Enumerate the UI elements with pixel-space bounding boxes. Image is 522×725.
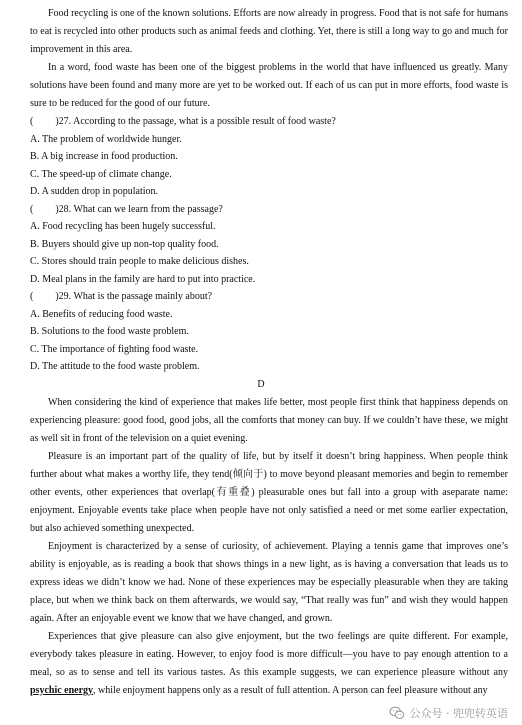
question-28-stem: )28. What can we learn from the passage? xyxy=(55,203,223,215)
watermark-text: 公众号 · 兜兜转英语 xyxy=(409,707,508,720)
passage-c-paragraph-2: In a word, food waste has been one of the biggest problems in the world that have influenced us greatly. Many solutions have been found and many more are yet to be worked out. If each of us can put in more efforts, food waste is sure to be reduced for the good of our future. xyxy=(30,62,508,109)
question-28-paren: ( xyxy=(30,203,34,215)
passage-d-paragraph-4-end: , while enjoyment happens only as a result of full attention. A person can feel pleasure without any xyxy=(93,684,488,696)
watermark xyxy=(389,705,509,721)
passage-d-paragraph-2: Pleasure is an important part of the quality of life, but by itself it doesn’t bring happiness. When people think further about what makes a worthy life, they tend(倾向于) to move beyond pleasant memories and begin to remember other events, other experiences that overlap(有重叠) pleasurable ones but fall into a group with aseparate name: enjoyment. Enjoyable events take place when people have not only satisfied a need or met some earlier expectation, but also achieved something unexpected. xyxy=(30,450,508,534)
question-28-option-c: C. Stores should train people to make delicious dishes. xyxy=(30,256,249,267)
question-29-option-b: B. Solutions to the food waste problem. xyxy=(30,326,189,337)
question-27-option-b: B. A big increase in food production. xyxy=(30,151,178,162)
question-27-stem: )27. According to the passage, what is a possible result of food waste? xyxy=(55,116,336,127)
question-29-option-d: D. The attitude to the food waste problem. xyxy=(30,361,200,372)
wechat-icon xyxy=(389,705,405,721)
question-27-option-c: C. The speed-up of climate change. xyxy=(30,168,172,180)
question-29-paren: ( xyxy=(30,291,34,302)
question-28 xyxy=(0,201,522,289)
question-29 xyxy=(0,288,522,376)
passage-d-paragraph-3: Enjoyment is characterized by a sense of curiosity, of achievement. Playing a tennis game that improves one’s ability is enjoyable, as is reading a book that shows things in a new light, as is having a conversation that leads us to express ideas we didn’t know we had. None of these experiences may be especially pleasurable when they are taking place, but when we think back on them afterwards, we would say, “That really was fun” and wish they would happen again. After an enjoyable event we know that we have changed, and grown. xyxy=(30,540,508,624)
question-29-option-a: A. Benefits of reducing food waste. xyxy=(30,308,173,320)
question-27-paren: ( xyxy=(30,116,34,127)
passage-d-paragraph-4-start: Experiences that give pleasure can also give enjoyment, but the two feelings are quite different. For example, everybody takes pleasure in eating. However, to enjoy food is more difficult—you have to pay enough attention to a meal, so as to sense and tell its various tastes. As this example suggests, we can experience pleasure without any xyxy=(30,630,508,678)
question-28-option-d: D. Meal plans in the family are hard to put into practice. xyxy=(30,273,256,285)
question-27-option-d: D. A sudden drop in population. xyxy=(30,186,159,197)
question-28-option-a: A. Food recycling has been hugely successful. xyxy=(30,221,216,232)
passage-d-paragraph-4 xyxy=(0,628,522,700)
question-29-stem: )29. What is the passage mainly about? xyxy=(55,291,213,302)
passage-d-paragraph-1: When considering the kind of experience that makes life better, most people first think that happiness depends on experiencing pleasure: good food, good jobs, all the comforts that money can buy. If we couldn’t have these, we might as well sit in front of the television on a quiet evening. xyxy=(30,396,508,444)
passage-c-paragraph-1: Food recycling is one of the known solutions. Efforts are now already in progress. Food that is not safe for humans to eat is recycled into other products such as animal feeds and clothing. Yet, there is still a long way to go and much for improvement in this area. xyxy=(30,8,508,55)
question-29-option-c: C. The importance of fighting food waste. xyxy=(30,343,199,355)
question-27-option-a: A. The problem of worldwide hunger. xyxy=(30,133,182,145)
psychic-energy-term: psychic energy xyxy=(30,684,94,696)
question-27 xyxy=(0,113,522,201)
question-28-option-b: B. Buyers should give up non-top quality food. xyxy=(30,238,219,250)
section-d-heading: D xyxy=(257,378,265,390)
